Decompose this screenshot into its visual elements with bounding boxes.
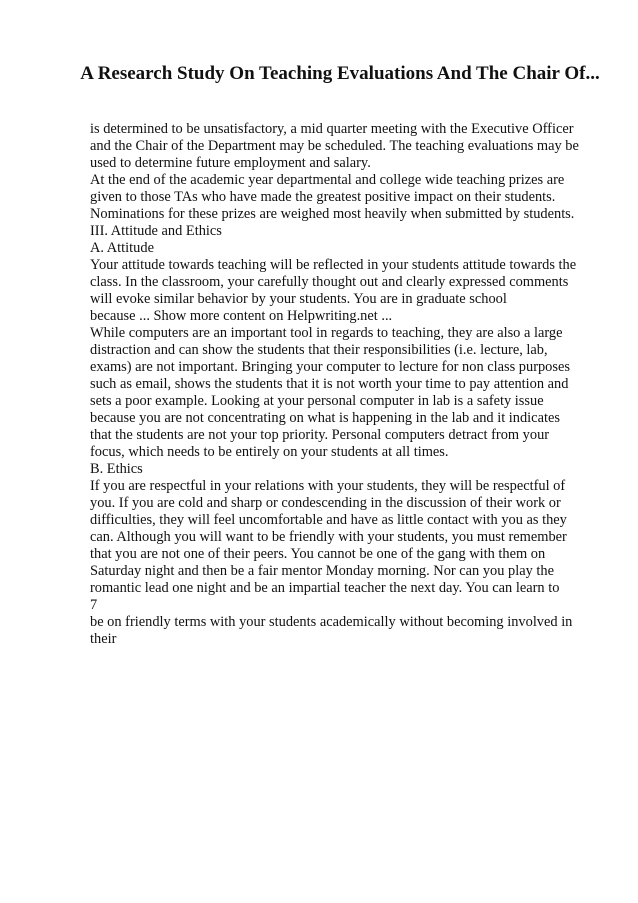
document-title: A Research Study On Teaching Evaluations And The Chair Of...	[80, 63, 600, 84]
text-line: their	[90, 631, 117, 647]
text-line: Saturday night and then be a fair mentor Monday morning. Nor can you play the	[90, 563, 554, 579]
text-line: and the Chair of the Department may be scheduled. The teaching evaluations may be	[90, 138, 579, 154]
text-line: because you are not concentrating on what is happening in the lab and it indicates	[90, 410, 560, 426]
text-line: 7	[90, 597, 98, 613]
text-line: III. Attitude and Ethics	[90, 223, 222, 239]
text-line: If you are respectful in your relations with your students, they will be respectful of	[90, 478, 566, 494]
text-line: Your attitude towards teaching will be reflected in your students attitude towards the	[90, 257, 577, 273]
text-line: Nominations for these prizes are weighed most heavily when submitted by students.	[90, 206, 575, 222]
text-line: that you are not one of their peers. You cannot be one of the gang with them on	[90, 546, 546, 562]
text-line: given to those TAs who have made the greatest positive impact on their students.	[90, 189, 556, 205]
text-line: class. In the classroom, your carefully thought out and clearly expressed comments	[90, 274, 569, 290]
document-body	[90, 121, 590, 648]
text-line: While computers are an important tool in regards to teaching, they are also a large	[90, 325, 563, 341]
text-line: is determined to be unsatisfactory, a mid quarter meeting with the Executive Officer	[90, 121, 574, 137]
text-line: romantic lead one night and be an impartial teacher the next day. You can learn to	[90, 580, 560, 596]
text-line: you. If you are cold and sharp or condescending in the discussion of their work or	[90, 495, 561, 511]
text-line: be on friendly terms with your students academically without becoming involved in	[90, 614, 573, 630]
text-line: difficulties, they will feel uncomfortable and have as little contact with you as they	[90, 512, 567, 528]
text-line: A. Attitude	[90, 240, 154, 256]
text-line: will evoke similar behavior by your students. You are in graduate school	[90, 291, 507, 307]
text-line: can. Although you will want to be friendly with your students, you must remember	[90, 529, 567, 545]
text-line: exams) are not important. Bringing your computer to lecture for non class purposes	[90, 359, 570, 375]
text-line: At the end of the academic year departmental and college wide teaching prizes are	[90, 172, 565, 188]
text-line: such as email, shows the students that it is not worth your time to pay attention and	[90, 376, 569, 392]
text-line: because ... Show more content on Helpwriting.net ...	[90, 308, 393, 324]
text-line: focus, which needs to be entirely on your students at all times.	[90, 444, 449, 460]
text-line: B. Ethics	[90, 461, 143, 477]
text-line: that the students are not your top priority. Personal computers detract from your	[90, 427, 550, 443]
text-line: sets a poor example. Looking at your personal computer in lab is a safety issue	[90, 393, 544, 409]
text-line: distraction and can show the students that their responsibilities (i.e. lecture, lab,	[90, 342, 548, 358]
text-line: used to determine future employment and salary.	[90, 155, 371, 171]
